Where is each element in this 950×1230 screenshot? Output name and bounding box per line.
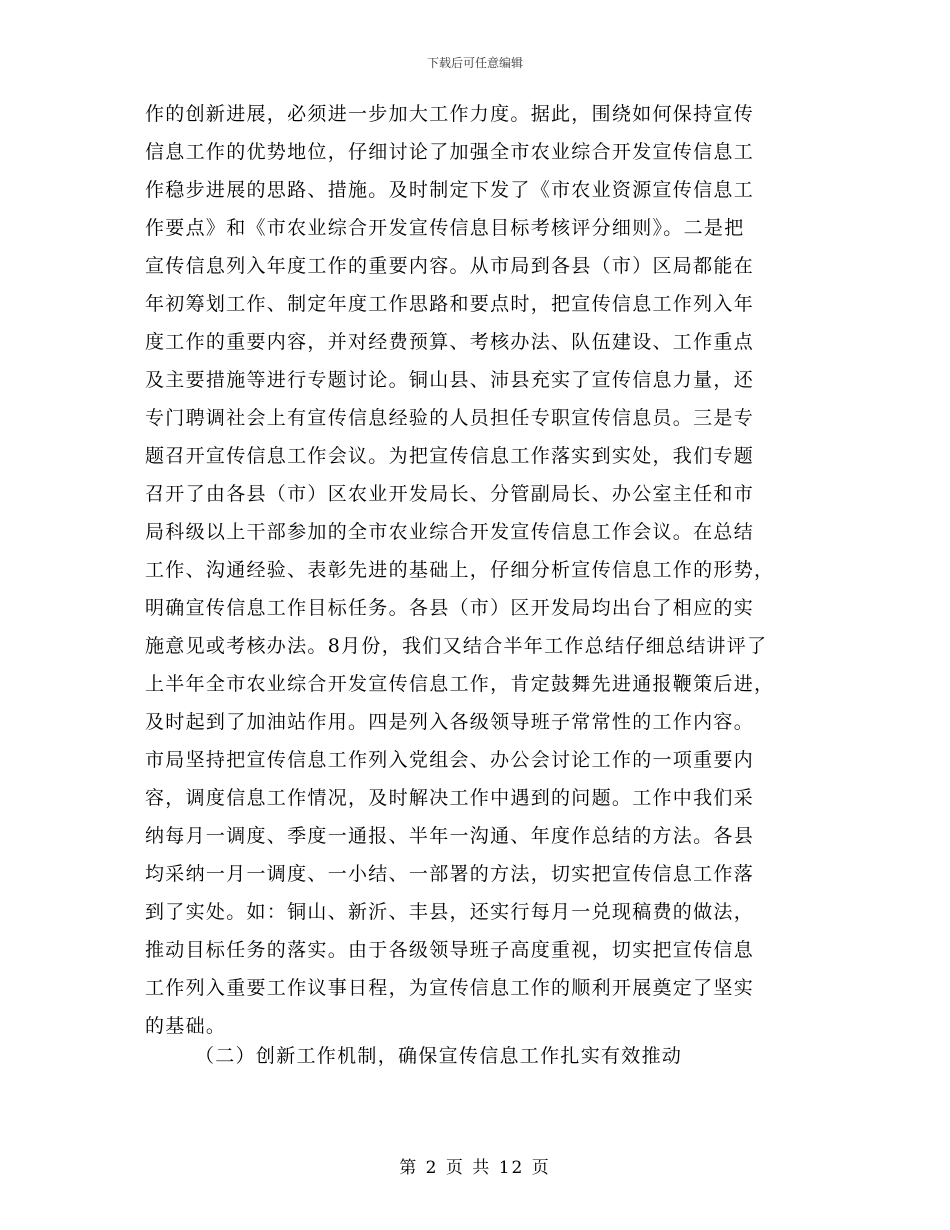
- text-line: 的基础。: [145, 1015, 227, 1037]
- text-line: 宣传信息列入年度工作的重要内容。从市局到各县（市）区局都能在: [145, 255, 755, 277]
- text-line: 信息工作的优势地位，仔细讨论了加强全市农业综合开发宣传信息工: [145, 141, 755, 163]
- text-line: 专门聘调社会上有宣传信息经验的人员担任专职宣传信息员。三是专: [145, 407, 755, 429]
- text-line: 明确宣传信息工作目标任务。各县（市）区开发局均出台了相应的实: [145, 597, 755, 619]
- text-line: 施意见或考核办法。8月份，我们又结合半年工作总结仔细总结讲评了: [145, 635, 768, 657]
- text-line: 均采纳一月一调度、一小结、一部署的方法，切实把宣传信息工作落: [145, 863, 755, 885]
- page-number-footer: 第 2 页 共 12 页: [399, 1158, 551, 1178]
- text-line: 作要点》和《市农业综合开发宣传信息目标考核评分细则》。二是把: [145, 217, 745, 239]
- text-line: 年初筹划工作、制定年度工作思路和要点时，把宣传信息工作列入年: [145, 293, 755, 315]
- text-line: 纳每月一调度、季度一通报、半年一沟通、年度作总结的方法。各县: [145, 825, 755, 847]
- text-line: 上半年全市农业综合开发宣传信息工作，肯定鼓舞先进通报鞭策后进，: [145, 673, 775, 695]
- text-line: 工作、沟通经验、表彰先进的基础上，仔细分析宣传信息工作的形势，: [145, 559, 775, 581]
- text-line: 作的创新进展，必须进一步加大工作力度。据此，围绕如何保持宣传: [145, 103, 755, 125]
- text-line: 及时起到了加油站作用。四是列入各级领导班子常常性的工作内容。: [145, 711, 755, 733]
- text-line: 市局坚持把宣传信息工作列入党组会、办公会讨论工作的一项重要内: [145, 749, 755, 771]
- text-line: 作稳步进展的思路、措施。及时制定下发了《市农业资源宣传信息工: [145, 179, 755, 201]
- text-line: 度工作的重要内容，并对经费预算、考核办法、队伍建设、工作重点: [145, 331, 755, 353]
- section-subheading: （二）创新工作机制，确保宣传信息工作扎实有效推动: [195, 1045, 683, 1067]
- page-header: 下载后可任意编辑: [426, 56, 523, 70]
- text-line: 工作列入重要工作议事日程，为宣传信息工作的顺利开展奠定了坚实: [145, 977, 755, 999]
- text-line: 召开了由各县（市）区农业开发局长、分管副局长、办公室主任和市: [145, 483, 755, 505]
- text-line: 及主要措施等进行专题讨论。铜山县、沛县充实了宣传信息力量，还: [145, 369, 755, 391]
- text-line: 推动目标任务的落实。由于各级领导班子高度重视，切实把宣传信息: [145, 939, 755, 961]
- text-line: 到了实处。如：铜山、新沂、丰县，还实行每月一兑现稿费的做法，: [145, 901, 755, 923]
- text-line: 局科级以上干部参加的全市农业综合开发宣传信息工作会议。在总结: [145, 521, 755, 543]
- text-line: 容，调度信息工作情况，及时解决工作中遇到的问题。工作中我们采: [145, 787, 755, 809]
- text-line: 题召开宣传信息工作会议。为把宣传信息工作落实到实处，我们专题: [145, 445, 755, 467]
- body-text: [145, 95, 805, 1045]
